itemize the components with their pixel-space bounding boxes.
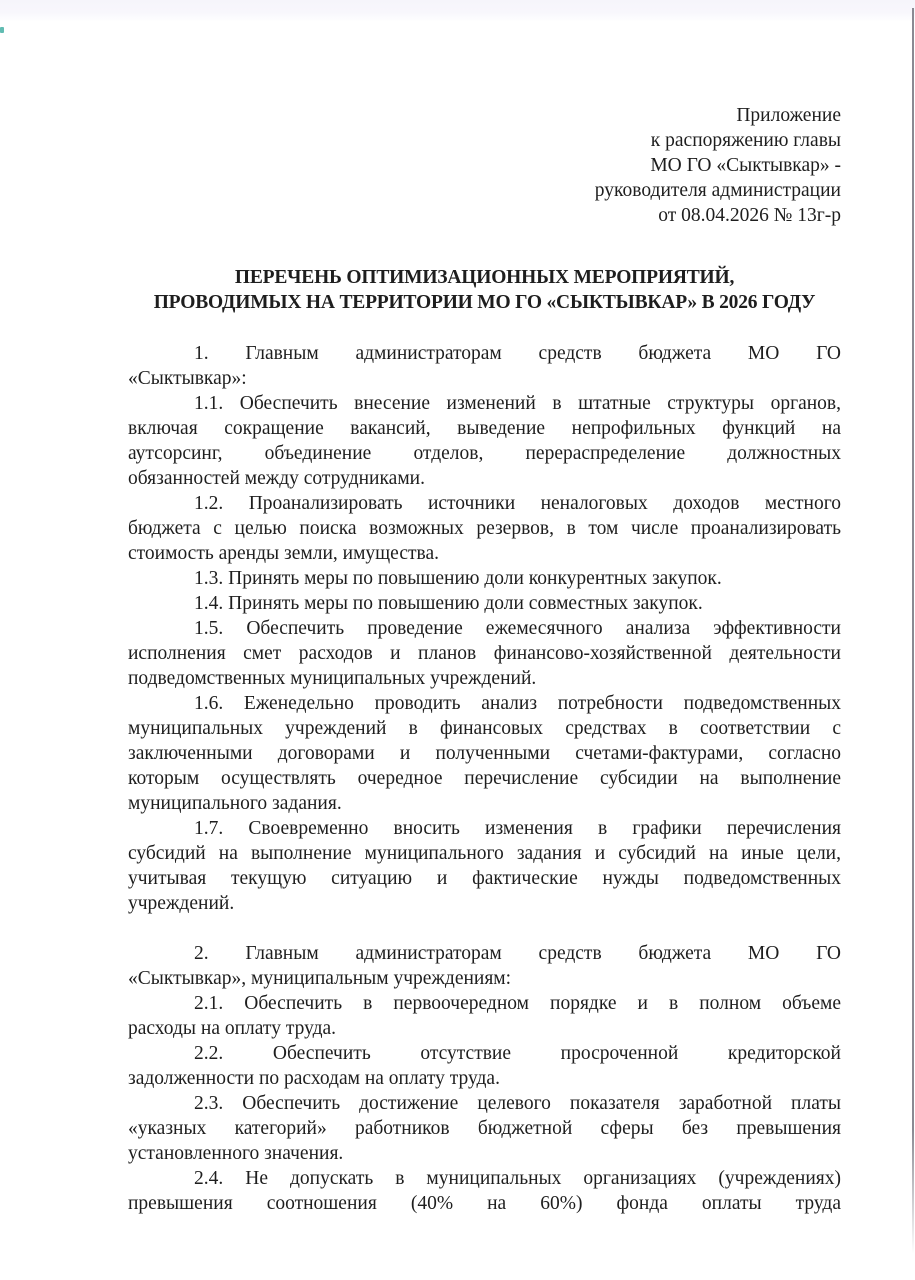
paragraph-line: включая сокращение вакансий, выведение непрофильных функций на (128, 418, 841, 439)
approval-note-line: МО ГО «Сыктывкар» - (650, 155, 841, 176)
paragraph-line: «Сыктывкар», муниципальным учреждениям: (128, 968, 512, 989)
paragraph-item-1-5 (128, 616, 841, 691)
document-body (128, 341, 841, 1216)
paragraph-line: учитывая текущую ситуацию и фактические нужды подведомственных (128, 868, 841, 889)
paragraph-line: задолженности по расходам на оплату труда. (128, 1068, 500, 1089)
paragraph-line: превышения соотношения (40% на 60%) фонда оплаты труда (128, 1193, 841, 1214)
paragraph-line: «Сыктывкар»: (128, 368, 247, 389)
document-title-line: ПЕРЕЧЕНЬ ОПТИМИЗАЦИОННЫХ МЕРОПРИЯТИЙ, (234, 267, 735, 288)
scan-artifact-dot (0, 27, 4, 33)
paragraph-line: муниципального задания. (128, 793, 342, 814)
paragraph-item-2-3 (128, 1091, 841, 1166)
approval-note-line: к распоряжению главы (650, 130, 841, 151)
paragraph-line: аутсорсинг, объединение отделов, перераспределение должностных (128, 443, 841, 464)
paragraph-line: установленного значения. (128, 1143, 344, 1164)
paragraph-item-1-3 (128, 566, 841, 591)
paragraph-line: расходы на оплату труда. (128, 1018, 337, 1039)
paragraph-item-1-6 (128, 691, 841, 816)
paragraph-line: исполнения смет расходов и планов финансово-хозяйственной деятельности (128, 643, 841, 664)
page-edge-line (912, 8, 914, 1254)
paragraph-line: субсидий на выполнение муниципального задания и субсидий на иные цели, (128, 843, 841, 864)
paragraph-item-2-4 (128, 1166, 841, 1216)
approval-note-block (128, 103, 841, 228)
paragraph-line: 1.2. Проанализировать источники неналоговых доходов местного (194, 493, 841, 514)
paragraph-line: 1.4. Принять меры по повышению доли совместных закупок. (194, 593, 703, 614)
paragraph-line: стоимость аренды земли, имущества. (128, 543, 439, 564)
paragraph-item-2-2 (128, 1041, 841, 1091)
approval-note-line: Приложение (736, 105, 841, 126)
paragraph-item-1 (128, 341, 841, 391)
paragraph-line: «указных категорий» работников бюджетной сферы без превышения (128, 1118, 841, 1139)
paragraph-item-2 (128, 941, 841, 991)
approval-note-line: от 08.04.2026 № 13г-р (658, 205, 841, 226)
document-title (128, 265, 841, 315)
paragraph-line: 1.1. Обеспечить внесение изменений в штатные структуры органов, (194, 393, 841, 414)
document-content (128, 0, 841, 1216)
paragraph-line: заключенными договорами и полученными счетами-фактурами, согласно (128, 743, 841, 764)
document-title-line: ПРОВОДИМЫХ НА ТЕРРИТОРИИ МО ГО «СЫКТЫВКАР» В 2026 ГОДУ (153, 292, 816, 313)
paragraph-item-1-4 (128, 591, 841, 616)
paragraph-line: 2.4. Не допускать в муниципальных организациях (учреждениях) (194, 1168, 841, 1189)
paragraph-line: 1.3. Принять меры по повышению доли конкурентных закупок. (194, 568, 722, 589)
paragraph-line: муниципальных учреждений в финансовых средствах в соответствии с (128, 718, 841, 739)
paragraph-line: 1. Главным администраторам средств бюджета МО ГО (194, 343, 841, 364)
paragraph-line: бюджета с целью поиска возможных резервов, в том числе проанализировать (128, 518, 841, 539)
paragraph-item-1-1 (128, 391, 841, 491)
paragraph-line: которым осуществлять очередное перечисление субсидии на выполнение (128, 768, 841, 789)
paragraph-line: 1.7. Своевременно вносить изменения в графики перечисления (194, 818, 841, 839)
paragraph-item-1-7 (128, 816, 841, 916)
paragraph-item-2-1 (128, 991, 841, 1041)
paragraph-line: 1.6. Еженедельно проводить анализ потребности подведомственных (194, 693, 841, 714)
paragraph-line: 2.2. Обеспечить отсутствие просроченной кредиторской (194, 1043, 841, 1064)
approval-note-line: руководителя администрации (594, 180, 841, 201)
paragraph-line: 1.5. Обеспечить проведение ежемесячного анализа эффективности (194, 618, 841, 639)
paragraph-line: обязанностей между сотрудниками. (128, 468, 425, 489)
paragraph-item-1-2 (128, 491, 841, 566)
paragraph-line: подведомственных муниципальных учреждений. (128, 668, 537, 689)
paragraph-line: 2.3. Обеспечить достижение целевого показателя заработной платы (194, 1093, 841, 1114)
paragraph-line: 2.1. Обеспечить в первоочередном порядке и в полном объеме (194, 993, 841, 1014)
paragraph-line: учреждений. (128, 893, 235, 914)
paragraph-line: 2. Главным администраторам средств бюджета МО ГО (194, 943, 841, 964)
